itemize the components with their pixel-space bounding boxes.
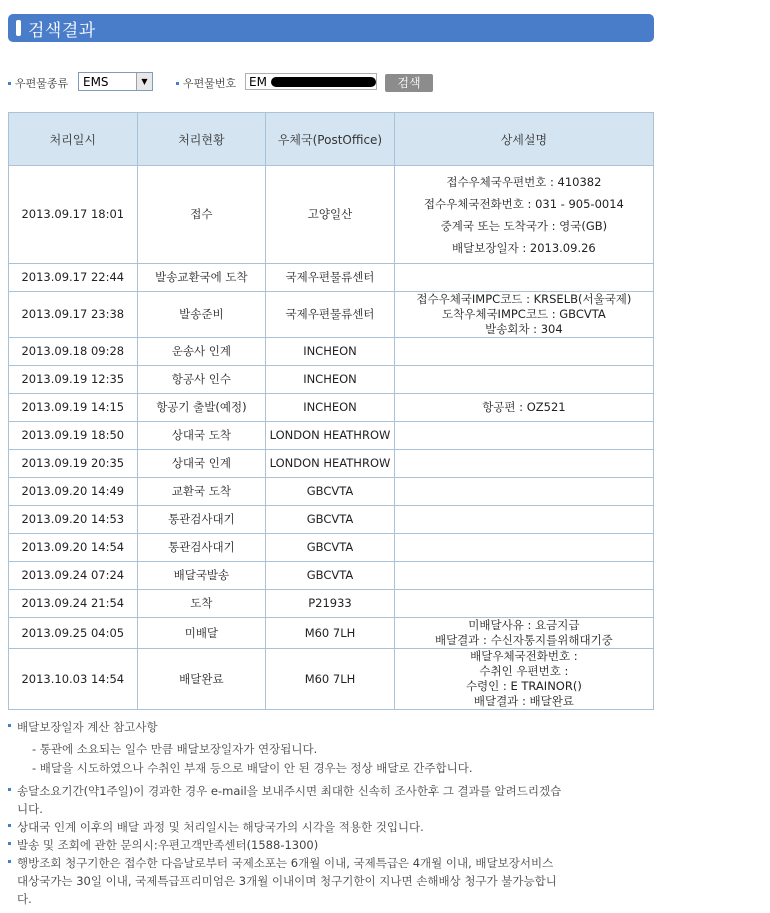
cell-status: 배달국발송 [137, 562, 266, 590]
detail-line: 배달우체국전화번호 : [470, 649, 578, 663]
table-row [9, 562, 654, 590]
cell-status: 배달완료 [137, 649, 266, 710]
bullet-icon [8, 724, 11, 727]
cell-status: 통관검사대기 [137, 506, 266, 534]
note-sub: - 배달을 시도하였으나 수취인 부재 등으로 배달이 안 된 경우는 정상 배달로 간주합니다. [32, 761, 473, 775]
detail-line: 중계국 또는 도착국가 : 영국(GB) [440, 218, 608, 233]
cell-office: 국제우편물류센터 [266, 292, 395, 338]
table-row [9, 534, 654, 562]
table-row [9, 292, 654, 338]
bullet-icon [8, 860, 11, 863]
table-row [9, 649, 654, 710]
bullet-icon [176, 82, 179, 85]
bullet-icon [8, 824, 11, 827]
cell-details [394, 422, 653, 450]
table-row [9, 618, 654, 649]
cell-details [394, 562, 653, 590]
detail-line: 접수우체국우편번호 : 410382 [446, 174, 602, 189]
cell-details [394, 506, 653, 534]
detail-line: 도착우체국IMPC코드 : GBCVTA [442, 307, 606, 321]
note-item [8, 782, 561, 818]
cell-datetime: 2013.09.19 12:35 [9, 366, 138, 394]
table-row [9, 338, 654, 366]
table-row [9, 422, 654, 450]
page-title: 검색결과 [28, 20, 96, 41]
cell-status: 발송준비 [137, 292, 266, 338]
note-item [8, 836, 318, 854]
cell-office: M60 7LH [266, 618, 395, 649]
detail-line: 발송회차 : 304 [485, 322, 563, 336]
cell-status: 교환국 도착 [137, 478, 266, 506]
column-header-datetime: 처리일시 [9, 113, 138, 166]
table-row [9, 166, 654, 264]
detail-line: 접수우체국IMPC코드 : KRSELB(서울국제) [416, 292, 632, 306]
cell-datetime: 2013.10.03 14:54 [9, 649, 138, 710]
cell-office: LONDON HEATHROW [266, 422, 395, 450]
cell-datetime: 2013.09.24 21:54 [9, 590, 138, 618]
note-sub: - 통관에 소요되는 일수 만큼 배달보장일자가 연장됩니다. [32, 742, 318, 756]
cell-status: 접수 [137, 166, 266, 264]
table-row [9, 394, 654, 422]
redaction-mark [271, 77, 376, 87]
cell-datetime: 2013.09.19 18:50 [9, 422, 138, 450]
cell-details [394, 366, 653, 394]
cell-details [394, 166, 653, 264]
cell-status: 항공기 출발(예정) [137, 394, 266, 422]
search-form [8, 72, 658, 94]
cell-office: GBCVTA [266, 562, 395, 590]
note-text: 발송 및 조회에 관한 문의시:우편고객만족센터(1588-1300) [17, 838, 319, 852]
table-row [9, 366, 654, 394]
detail-line: 접수우체국전화번호 : 031 - 905-0014 [423, 196, 624, 211]
note-text: 송달소요기간(약1주일)이 경과한 경우 e-mail을 보내주시면 최대한 신속히 조사한후 그 결과를 알려드리겠습 니다. [17, 784, 562, 816]
cell-details [394, 534, 653, 562]
cell-status: 상대국 인계 [137, 450, 266, 478]
cell-office: INCHEON [266, 366, 395, 394]
cell-datetime: 2013.09.17 23:38 [9, 292, 138, 338]
detail-line: 수취인 우편번호 : [479, 664, 569, 678]
detail-line: 미배달사유 : 요금지급 [468, 618, 580, 632]
cell-details [394, 618, 653, 649]
cell-office: GBCVTA [266, 478, 395, 506]
note-item [8, 854, 557, 908]
cell-office: GBCVTA [266, 506, 395, 534]
cell-datetime: 2013.09.18 09:28 [9, 338, 138, 366]
tracking-results-table [8, 112, 654, 710]
chevron-down-icon[interactable]: ▼ [136, 73, 152, 90]
cell-details [394, 264, 653, 292]
detail-line: 배달결과 : 배달완료 [473, 694, 574, 708]
cell-details [394, 292, 653, 338]
column-header-details: 상세설명 [394, 113, 653, 166]
cell-office: LONDON HEATHROW [266, 450, 395, 478]
note-text: 배달보장일자 계산 참고사항 [17, 720, 158, 734]
cell-details [394, 338, 653, 366]
bullet-icon [8, 82, 11, 85]
cell-datetime: 2013.09.17 18:01 [9, 166, 138, 264]
cell-office: P21933 [266, 590, 395, 618]
table-header-row [9, 113, 654, 166]
note-text: 상대국 인계 이후의 배달 과정 및 처리일시는 해당국가의 시각을 적용한 것입니다. [17, 820, 424, 834]
cell-office: 고양일산 [266, 166, 395, 264]
cell-status: 상대국 도착 [137, 422, 266, 450]
results-header [8, 14, 654, 42]
header-marker-icon [16, 20, 21, 36]
cell-office: M60 7LH [266, 649, 395, 710]
tracking-number-label: 우편물번호 [176, 75, 236, 91]
table-row [9, 506, 654, 534]
cell-office: GBCVTA [266, 534, 395, 562]
mail-type-label: 우편물종류 [8, 75, 68, 91]
table-row [9, 450, 654, 478]
table-row [9, 590, 654, 618]
cell-details [394, 478, 653, 506]
cell-status: 통관검사대기 [137, 534, 266, 562]
cell-datetime: 2013.09.20 14:53 [9, 506, 138, 534]
cell-datetime: 2013.09.25 04:05 [9, 618, 138, 649]
table-row [9, 478, 654, 506]
cell-office: 국제우편물류센터 [266, 264, 395, 292]
cell-datetime: 2013.09.20 14:49 [9, 478, 138, 506]
cell-status: 발송교환국에 도착 [137, 264, 266, 292]
search-button[interactable]: 검색 [385, 74, 433, 92]
bullet-icon [8, 788, 11, 791]
column-header-status: 처리현황 [137, 113, 266, 166]
bullet-icon [8, 842, 11, 845]
detail-line: 배달보장일자 : 2013.09.26 [452, 240, 596, 255]
detail-line: 수령인 : E TRAINOR() [465, 679, 582, 693]
cell-details [394, 649, 653, 710]
cell-status: 도착 [137, 590, 266, 618]
cell-office: INCHEON [266, 394, 395, 422]
note-text: 행방조회 청구기한은 접수한 다음날로부터 국제소포는 6개월 이내, 국제특급은 4개월 이내, 배달보장서비스 대상국가는 30일 이내, 국제특급프리미엄은 3개월 이내이며 청구기한이 지나면 손해배상 청구가 불가능합니 다. [17, 856, 557, 906]
note-item [8, 818, 424, 836]
cell-datetime: 2013.09.19 20:35 [9, 450, 138, 478]
mail-type-value: EMS [83, 74, 109, 89]
cell-details [394, 590, 653, 618]
cell-details [394, 394, 653, 422]
detail-line: 항공편 : OZ521 [482, 400, 566, 414]
cell-datetime: 2013.09.17 22:44 [9, 264, 138, 292]
cell-status: 미배달 [137, 618, 266, 649]
cell-datetime: 2013.09.24 07:24 [9, 562, 138, 590]
cell-status: 운송사 인계 [137, 338, 266, 366]
column-header-office: 우체국(PostOffice) [266, 113, 395, 166]
cell-status: 항공사 인수 [137, 366, 266, 394]
cell-datetime: 2013.09.20 14:54 [9, 534, 138, 562]
cell-details [394, 450, 653, 478]
table-row [9, 264, 654, 292]
mail-type-select[interactable] [78, 72, 153, 91]
cell-datetime: 2013.09.19 14:15 [9, 394, 138, 422]
detail-line: 배달결과 : 수신자통지를위해대기중 [434, 633, 613, 647]
cell-office: INCHEON [266, 338, 395, 366]
note-guarantee [8, 718, 158, 736]
